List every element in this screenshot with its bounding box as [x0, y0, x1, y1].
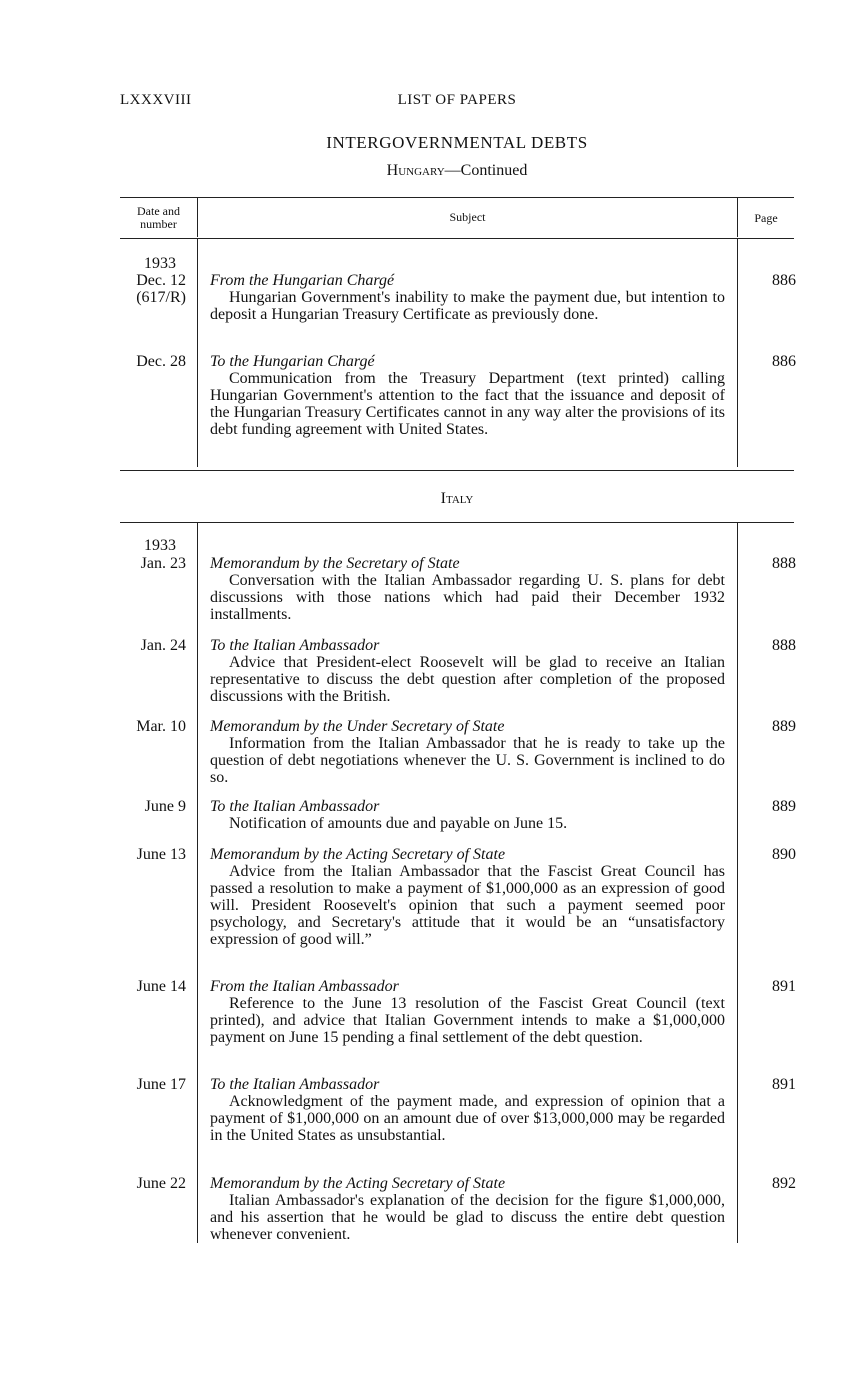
list-item [120, 846, 794, 978]
list-item [120, 718, 794, 798]
table-rule [120, 522, 794, 523]
list-item [120, 555, 794, 637]
entry-from: To the Hungarian Chargé [210, 353, 375, 370]
entry-subject [210, 1076, 725, 1144]
italy-title-text: Italy [440, 490, 474, 507]
entry-date: Dec. 28 [136, 353, 186, 370]
entry-subject [210, 1175, 725, 1243]
page-folio: LXXXVIII [120, 92, 192, 108]
column-rule [197, 198, 198, 237]
list-item [120, 1175, 794, 1245]
entry-date: Jan. 24 [140, 637, 186, 654]
running-head [120, 92, 794, 112]
entry-subject [210, 637, 725, 705]
entry-date: Jan. 23 [140, 555, 186, 572]
entry-from: Memorandum by the Secretary of State [210, 555, 460, 572]
entry-desc: Hungarian Government's inability to make the payment due, but intention to deposit a Hungarian Treasury Certificate as previously done. [210, 289, 725, 323]
entry-desc: Acknowledgment of the payment made, and expression of opinion that a payment of $1,000,000 on an amount due of over $13,000,000 may be regarded in the United States as unsubstantial. [210, 1093, 725, 1144]
entry-date [120, 272, 186, 306]
list-item [120, 272, 794, 353]
entry-page: 891 [772, 978, 796, 995]
section-title: INTERGOVERNMENTAL DEBTS [326, 133, 588, 152]
italy-year: 1933 [144, 537, 176, 554]
entry-from: Memorandum by the Acting Secretary of State [210, 846, 506, 863]
entry-page: 892 [772, 1175, 796, 1192]
entry-page: 890 [772, 846, 796, 863]
italy-entries [120, 555, 794, 1245]
entry-date-text: Dec. 12 [136, 272, 186, 289]
list-item [120, 637, 794, 718]
hungary-year: 1933 [144, 255, 176, 272]
entry-desc: Italian Ambassador's explanation of the decision for the figure $1,000,000, and his assertion that he would be glad to discuss the entire debt question whenever convenient. [210, 1192, 725, 1243]
entry-desc: Reference to the June 13 resolution of the Fascist Great Council (text printed), and advice that Italian Government intends to make a $1,000,000 payment on June 15 pending a final settlement of the debt question. [210, 995, 725, 1046]
entry-subject [210, 718, 725, 786]
list-item [120, 798, 794, 846]
column-rule [737, 198, 738, 237]
entry-subject [210, 846, 725, 948]
table-header [120, 197, 794, 239]
entry-from: To the Italian Ambassador [210, 637, 380, 654]
entry-page: 888 [772, 555, 796, 572]
entry-date: June 17 [136, 1076, 186, 1093]
list-item [120, 353, 794, 463]
subsection-country: Hungary [386, 162, 445, 179]
entry-page: 889 [772, 798, 796, 815]
entry-date: June 22 [136, 1175, 186, 1192]
running-title: LIST OF PAPERS [397, 92, 517, 108]
entry-from: To the Italian Ambassador [210, 1076, 380, 1093]
header-date: Date and number [137, 204, 180, 231]
entry-from: To the Italian Ambassador [210, 798, 380, 815]
subsection-title [120, 162, 794, 180]
entry-from: From the Italian Ambassador [210, 978, 399, 995]
entry-subject [210, 272, 725, 323]
entry-desc: Conversation with the Italian Ambassador regarding U. S. plans for debt discussions with those nations which had paid their December 1932 installments. [210, 572, 725, 623]
entry-page: 886 [772, 353, 796, 370]
entry-subject [210, 353, 725, 438]
entry-page: 889 [772, 718, 796, 735]
header-page: Page [754, 211, 778, 225]
entry-desc: Information from the Italian Ambassador that he is ready to take up the question of debt negotiations whenever the U. S. Government is inclined to do so. [210, 735, 725, 786]
entry-page: 891 [772, 1076, 796, 1093]
entry-desc: Advice that President-elect Roosevelt will be glad to receive an Italian representative to discuss the debt question after completion of the proposed discussions with the British. [210, 654, 725, 705]
entry-date: June 9 [144, 798, 186, 815]
entry-from: Memorandum by the Under Secretary of State [210, 718, 505, 735]
entry-desc: Communication from the Treasury Department (text printed) calling Hungarian Government's attention to the fact that the issuance and deposit of the Hungarian Treasury Certificates cannot in any way alter the provisions of its debt funding agreement with United States. [210, 370, 725, 438]
header-subject: Subject [449, 210, 486, 224]
entry-number: (617/R) [136, 289, 186, 306]
hungary-entries [120, 272, 794, 463]
entry-desc: Advice from the Italian Ambassador that the Fascist Great Council has passed a resolution to make a payment of $1,000,000 as an expression of good will. President Roosevelt's opinion that such a payment seemed poor psychology, and Secretary's attitude that it would be an “unsatisfactory expression of good will.” [210, 863, 725, 948]
entry-from: From the Hungarian Chargé [210, 272, 395, 289]
entry-page: 888 [772, 637, 796, 654]
entry-subject [210, 798, 725, 832]
subsection-suffix: —Continued [444, 162, 528, 179]
table-rule [120, 470, 794, 471]
italy-title [120, 490, 794, 508]
entry-date: June 14 [136, 978, 186, 995]
list-item [120, 1076, 794, 1175]
entry-desc: Notification of amounts due and payable on June 15. [229, 815, 568, 832]
entry-subject [210, 555, 725, 623]
entry-from: Memorandum by the Acting Secretary of State [210, 1175, 506, 1192]
entry-date: Mar. 10 [136, 718, 186, 735]
entry-page: 886 [772, 272, 796, 289]
entry-date: June 13 [136, 846, 186, 863]
entry-subject [210, 978, 725, 1046]
list-item [120, 978, 794, 1076]
